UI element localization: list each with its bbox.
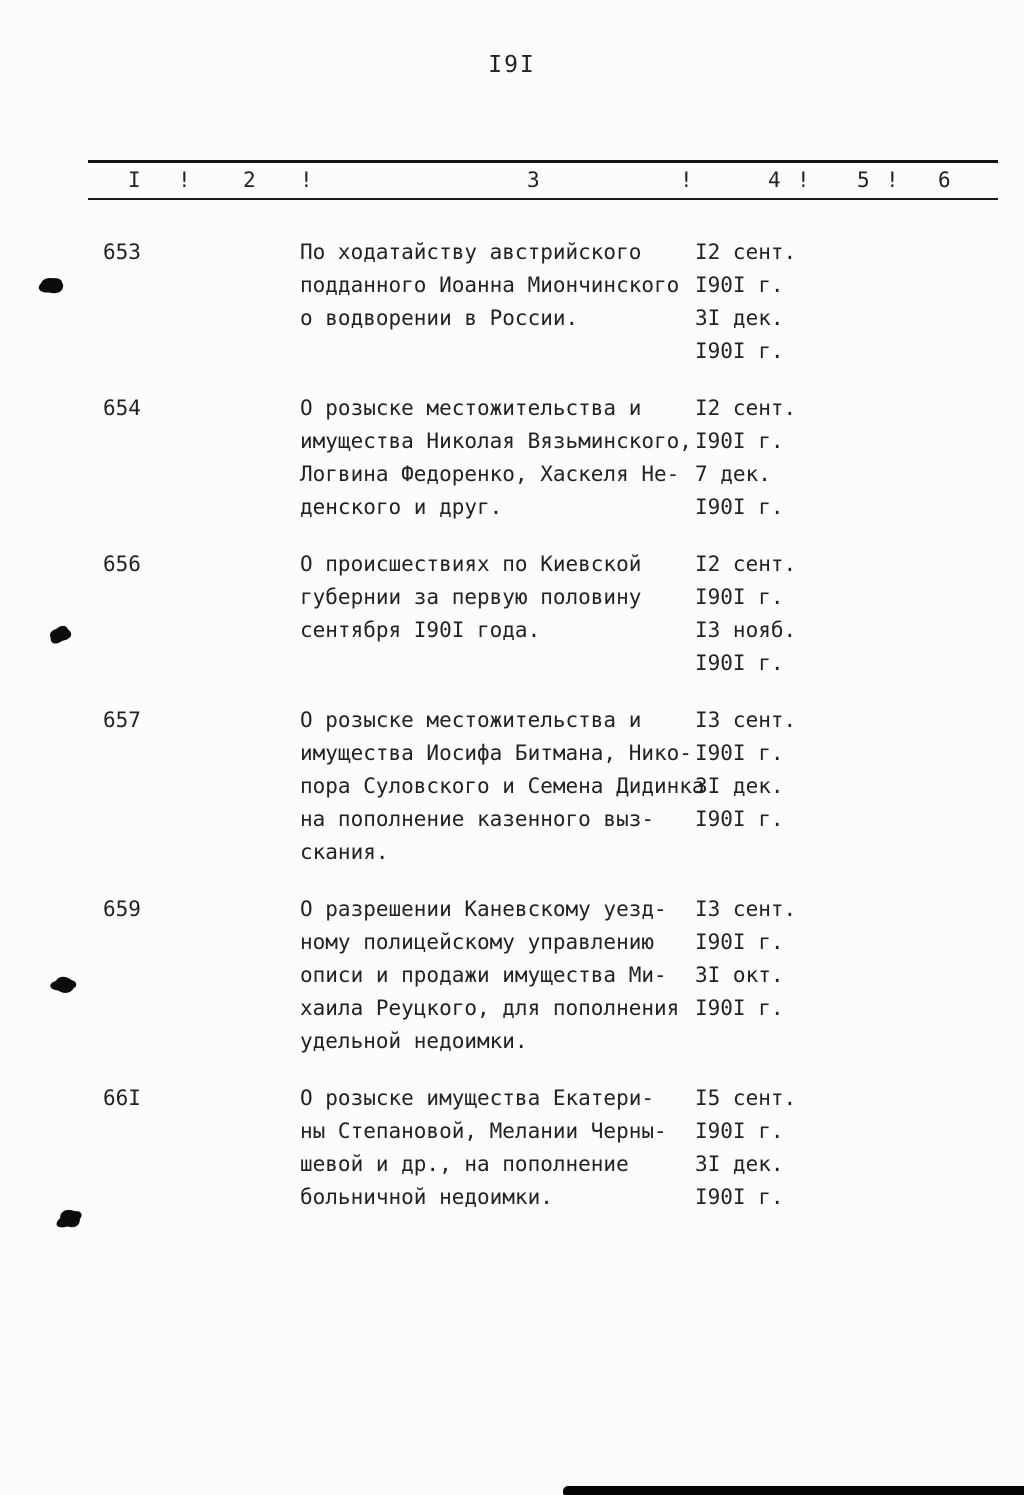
entry-row (0, 1082, 1024, 1214)
entry-dates (695, 704, 1024, 869)
entry-description-line: ны Степановой, Мелании Черны- (300, 1119, 667, 1143)
entry-date-line: I3 нояб. (695, 618, 797, 642)
entry-date-line: I90I г. (695, 273, 784, 297)
entry-number: 656 (103, 552, 141, 576)
entry-dates (695, 893, 1024, 1058)
entry-date-line: I90I г. (695, 429, 784, 453)
entry-row (0, 548, 1024, 680)
entry-row (0, 704, 1024, 869)
entry-description-line: скания. (300, 840, 389, 864)
table-top-rule (88, 160, 998, 163)
entry-description-line: О розыске местожительства и (300, 708, 642, 732)
entry-number: 659 (103, 897, 141, 921)
table-header-cell: ! (680, 168, 693, 192)
table-header-cell: I (128, 168, 141, 192)
entry-date-line: 3I дек. (695, 774, 784, 798)
entry-date-line: 3I дек. (695, 1152, 784, 1176)
entry-date-line: I90I г. (695, 807, 784, 831)
table-header-cell: 3 (527, 168, 540, 192)
entry-description-line: шевой и др., на пополнение (300, 1152, 629, 1176)
table-header-cell: ! (797, 168, 810, 192)
entry-description-line: описи и продажи имущества Ми- (300, 963, 667, 987)
table-header-cell: ! (300, 168, 313, 192)
entry-description-line: на пополнение казенного выз- (300, 807, 655, 831)
entry-dates (695, 548, 1024, 680)
entry-description-line: больничной недоимки. (300, 1185, 553, 1209)
table-header-cell: 5 (857, 168, 870, 192)
table-header-cell: ! (178, 168, 191, 192)
entry-description-line: удельной недоимки. (300, 1029, 528, 1053)
entry-row (0, 392, 1024, 524)
entry-description-line: сентября I90I года. (300, 618, 541, 642)
entry-date-line: I3 сент. (695, 708, 797, 732)
entry-date-line: I2 сент. (695, 240, 797, 264)
entry-description (300, 236, 695, 368)
entry-description-line: О розыске имущества Екатери- (300, 1086, 655, 1110)
entry-number: 657 (103, 708, 141, 732)
entry-description (300, 392, 695, 524)
entry-description-line: имущества Иосифа Битмана, Нико- (300, 741, 692, 765)
entry-description (300, 548, 695, 680)
table-header-cell: 2 (243, 168, 256, 192)
entry-row (0, 893, 1024, 1058)
entry-description-line: ному полицейскому управлению (300, 930, 655, 954)
entry-number: 653 (103, 240, 141, 264)
entry-date-line: I2 сент. (695, 552, 797, 576)
entry-description (300, 1082, 695, 1214)
entry-date-line: I90I г. (695, 930, 784, 954)
entry-description (300, 893, 695, 1058)
entry-date-line: I90I г. (695, 651, 784, 675)
entry-description-line: пора Суловского и Семена Дидинка (300, 774, 705, 798)
entry-description-line: о водворении в России. (300, 306, 579, 330)
entry-description-line: Логвина Федоренко, Хаскеля Не- (300, 462, 680, 486)
entry-date-line: 7 дек. (695, 462, 771, 486)
table-header-cell: ! (886, 168, 899, 192)
entry-date-line: I5 сент. (695, 1086, 797, 1110)
entry-description-line: подданного Иоанна Миончинского (300, 273, 680, 297)
entry-date-line: I90I г. (695, 1185, 784, 1209)
entry-number: 654 (103, 396, 141, 420)
entry-description-line: губернии за первую половину (300, 585, 642, 609)
entry-date-line: 3I дек. (695, 306, 784, 330)
entry-date-line: I2 сент. (695, 396, 797, 420)
table-header-cell: 4 (768, 168, 781, 192)
entry-description-line: имущества Николая Вязьминского, (300, 429, 692, 453)
page-number: I9I (488, 52, 536, 78)
entry-dates (695, 1082, 1024, 1214)
entry-description (300, 704, 705, 869)
entry-dates (695, 392, 1024, 524)
entry-date-line: 3I окт. (695, 963, 784, 987)
table-header-bottom-rule (88, 198, 998, 200)
entry-date-line: I90I г. (695, 996, 784, 1020)
scan-edge-artifact (563, 1486, 1024, 1495)
entry-description-line: О розыске местожительства и (300, 396, 642, 420)
entry-date-line: I90I г. (695, 741, 784, 765)
entry-number: 66I (103, 1086, 141, 1110)
entry-description-line: О происшествиях по Киевской (300, 552, 642, 576)
entry-date-line: I90I г. (695, 495, 784, 519)
entry-list (0, 236, 1024, 1238)
table-header-cell: 6 (938, 168, 951, 192)
entry-row (0, 236, 1024, 368)
entry-date-line: I90I г. (695, 1119, 784, 1143)
entry-description-line: По ходатайству австрийского (300, 240, 642, 264)
entry-description-line: О разрешении Каневскому уезд- (300, 897, 667, 921)
entry-date-line: I90I г. (695, 339, 784, 363)
entry-description-line: хаила Реуцкого, для пополнения (300, 996, 680, 1020)
entry-date-line: I90I г. (695, 585, 784, 609)
entry-date-line: I3 сент. (695, 897, 797, 921)
entry-dates (695, 236, 1024, 368)
entry-description-line: денского и друг. (300, 495, 503, 519)
